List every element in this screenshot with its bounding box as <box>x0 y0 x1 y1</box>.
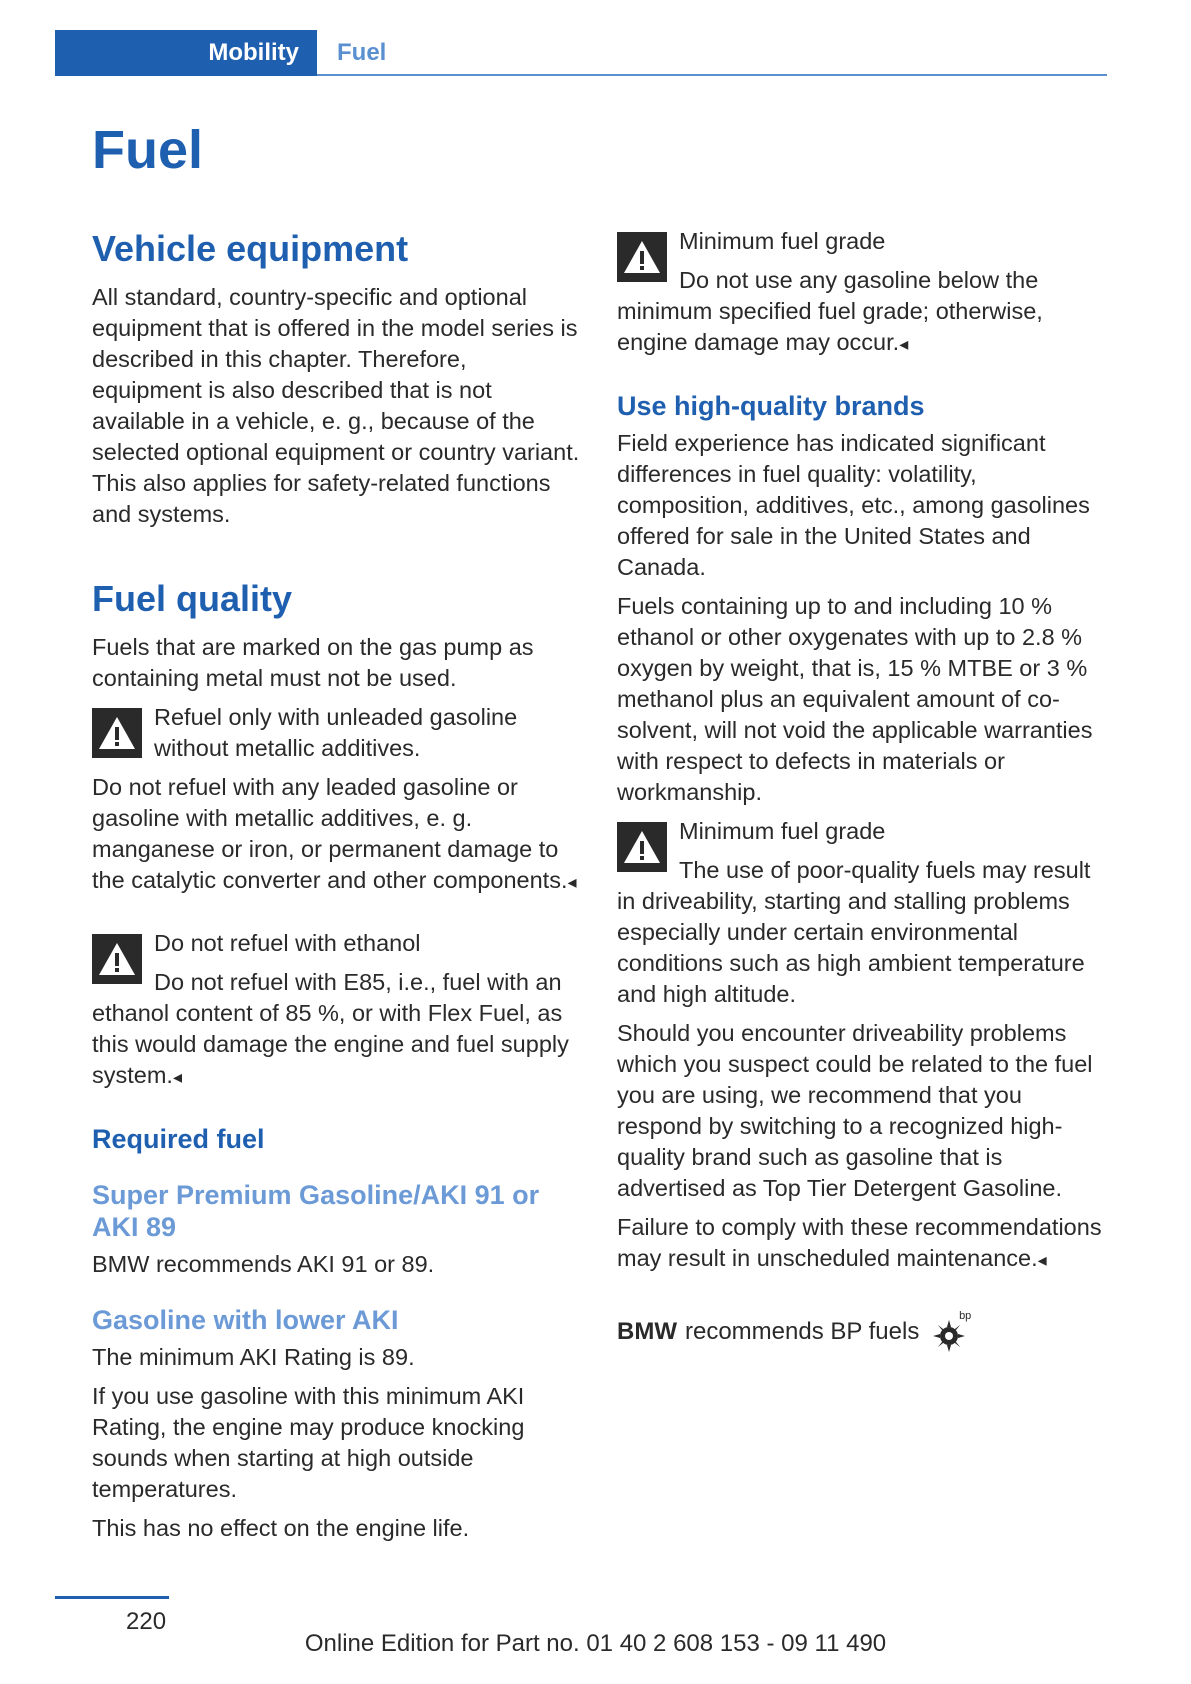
heading-vehicle-equipment: Vehicle equipment <box>92 228 409 269</box>
footer-rule <box>55 1596 169 1599</box>
bp-recommendation <box>617 1310 971 1354</box>
heading-fuel-quality: Fuel quality <box>92 578 293 619</box>
end-mark: ◂ <box>567 872 577 892</box>
heading-required-fuel: Required fuel <box>92 1124 265 1154</box>
warning-unleaded-title: Refuel only with unleaded gasoline without metallic additives. <box>154 704 518 761</box>
bp-tag: bp <box>959 1310 972 1322</box>
warning-min-grade-2-title: Minimum fuel grade <box>679 818 886 844</box>
left-column <box>92 228 582 1552</box>
warning-icon <box>617 232 667 282</box>
lower-aki-p2: If you use gasoline with this minimum AKI Rating, the engine may produce knocking sounds when starting at high outside temperatures. <box>92 1383 525 1502</box>
vehicle-equipment-text: All standard, country-specific and optional equipment that is offered in the model series is described in this chapter. Therefore, equipment is also described that is not available in a vehicle, e. g., because of the selected optional equipment or country variant. This also applies for safety-related functions and systems. <box>92 284 580 527</box>
warning-min-grade-2-p2: Should you encounter driveability problems which you suspect could be related to the fuel you are using, we recommend that you respond by switching to a recognized high-quality brand such as gasoline that is advertised as Top Tier Detergent Gasoline. <box>617 1020 1093 1201</box>
heading-high-quality-brands: Use high-quality brands <box>617 391 925 421</box>
page-header <box>55 30 1107 76</box>
end-mark: ◂ <box>899 334 909 354</box>
warning-min-grade-title: Minimum fuel grade <box>679 228 886 254</box>
high-quality-p1: Field experience has indicated significant differences in fuel quality: volatility, composition, additives, etc., among gasolines offered for sale in the United States and Canada. <box>617 430 1090 580</box>
lower-aki-p1: The minimum AKI Rating is 89. <box>92 1344 415 1370</box>
high-quality-p2: Fuels containing up to and including 10 % ethanol or other oxygenates with up to 2.8 % oxygen by weight, that is, 15 % MTBE or 3 % methanol plus an equivalent amount of co-solvent, will not void the applicable warranties with respect to defects in materials or workmanship. <box>617 593 1093 805</box>
header-section-tab[interactable]: Mobility <box>55 30 317 76</box>
warning-min-grade-body: Do not use any gasoline below the minimum specified fuel grade; otherwise, engine damage may occur. <box>617 267 1043 355</box>
warning-unleaded-body: Do not refuel with any leaded gasoline or gasoline with metallic additives, e. g. manganese or iron, or permanent damage to the catalytic converter and other components. <box>92 774 568 893</box>
header-topic[interactable]: Fuel <box>337 39 387 66</box>
heading-super-premium: Super Premium Gasoline/AKI 91 or AKI 89 <box>92 1180 540 1242</box>
heading-lower-aki: Gasoline with lower AKI <box>92 1305 399 1335</box>
page-title: Fuel <box>92 120 204 180</box>
warning-min-grade-2 <box>617 816 1107 1276</box>
fuel-quality-intro: Fuels that are marked on the gas pump as containing metal must not be used. <box>92 634 534 691</box>
lower-aki-p3: This has no effect on the engine life. <box>92 1515 470 1541</box>
warning-min-grade-2-body: The use of poor-quality fuels may result in driveability, starting and stalling problems especially under certain environmental conditions such as high ambient temperature and high altitude. <box>617 857 1091 1007</box>
warning-unleaded <box>92 702 582 898</box>
bmw-brand: BMW <box>617 1318 677 1345</box>
warning-icon <box>92 708 142 758</box>
page-number: 220 <box>126 1608 167 1635</box>
footer-edition: Online Edition for Part no. 01 40 2 608 153 - 09 11 490 <box>304 1630 887 1657</box>
warning-min-grade-2-p3: Failure to comply with these recommendations may result in unscheduled maintenance. <box>617 1214 1102 1271</box>
end-mark: ◂ <box>172 1067 183 1087</box>
warning-icon <box>92 934 142 984</box>
end-mark: ◂ <box>1037 1250 1047 1270</box>
warning-icon <box>617 822 667 872</box>
warning-ethanol <box>92 928 582 1093</box>
header-divider <box>317 74 1107 76</box>
right-column <box>617 226 1107 1284</box>
warning-ethanol-title: Do not refuel with ethanol <box>154 930 421 956</box>
warning-ethanol-body: Do not refuel with E85, i.e., fuel with an ethanol content of 85 %, or with Flex Fuel, as this would damage the engine and fuel supply system. <box>92 969 569 1088</box>
bp-text: recommends BP fuels <box>684 1318 920 1345</box>
bp-helios-icon <box>933 1310 971 1354</box>
super-premium-text: BMW recommends AKI 91 or 89. <box>92 1251 435 1277</box>
warning-min-grade <box>617 226 1107 360</box>
